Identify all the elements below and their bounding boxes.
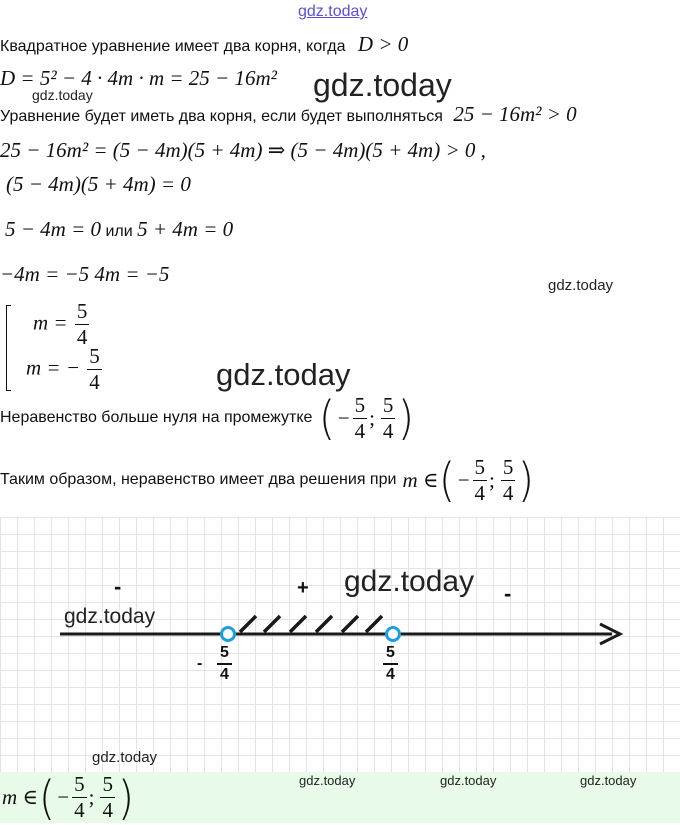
sign-right: - xyxy=(504,581,512,606)
fraction: $\frac{5}{4}$ xyxy=(102,772,113,822)
watermark-graph-small: gdz.today xyxy=(64,605,156,628)
left-open-point xyxy=(222,628,235,641)
line-2-math: D = 5² − 4 · 4m · m = 25 − 16m² xyxy=(0,66,277,90)
line-1-math: D > 0 xyxy=(357,32,409,56)
left-point-label: 5 4 xyxy=(217,645,232,683)
fraction: $\frac{5}{4}$ xyxy=(354,392,366,443)
watermark-bottom-2: gdz.today xyxy=(440,773,497,788)
line-6-left: 5 − 4m = 0 xyxy=(5,217,102,241)
line-5-math: (5 − 4m)(5 + 4m) = 0 xyxy=(6,172,191,196)
line-3-math: 25 − 16m² > 0 xyxy=(453,102,577,126)
line-8-text: Неравенство больше нуля на промежутке xyxy=(0,409,313,426)
line-3-text: Уравнение будет иметь два корня, если будет выполняться xyxy=(0,108,443,125)
right-open-point xyxy=(387,628,400,641)
line-1-text: Квадратное уравнение имеет два корня, когда xyxy=(0,38,346,55)
watermark-line2-small: gdz.today xyxy=(32,87,93,103)
sign-left: - xyxy=(114,574,122,599)
fraction: $\frac{5}{4}$ xyxy=(74,772,85,822)
system-row-1-lhs: m = xyxy=(33,310,68,335)
answer-math: m ∈ ( − $\frac{5}{4}$ ; $\frac{5}{4}$ ) xyxy=(2,770,134,825)
watermark-graph-large: gdz.today xyxy=(344,565,475,598)
fraction: $\frac{5}{4}$ xyxy=(76,299,88,349)
line-6 xyxy=(5,217,233,242)
left-point-sign: - xyxy=(197,655,203,672)
line-9 xyxy=(0,454,535,506)
system-row-1 xyxy=(33,301,91,348)
watermark-top: gdz.today xyxy=(298,3,368,20)
line-9-text: Таким образом, неравенство имеет два решения при xyxy=(0,471,397,488)
number-line-svg xyxy=(0,517,680,772)
system-row-2 xyxy=(26,346,104,393)
line-7-math: −4m = −5 4m = −5 xyxy=(0,262,170,286)
answer-box xyxy=(0,772,680,823)
fraction: $\frac{5}{4}$ xyxy=(89,344,100,394)
interval-2: m ∈ ( − $\frac{5}{4}$ ; $\frac{5}{4}$ ) xyxy=(402,453,535,507)
watermark-bottom-1: gdz.today xyxy=(299,773,356,788)
watermark-below-graph: gdz.today xyxy=(92,749,158,766)
line-1 xyxy=(0,32,408,57)
watermark-right-small: gdz.today xyxy=(548,277,614,294)
fraction: $\frac{5}{4}$ xyxy=(502,454,514,505)
line-4-math: 25 − 16m² = (5 − 4m)(5 + 4m) ⇒ (5 − 4m)(5 + 4m) > 0 , xyxy=(0,138,486,162)
watermark-middle-large: gdz.today xyxy=(216,357,351,392)
watermark-bottom-3: gdz.today xyxy=(580,773,637,788)
line-6-or: или xyxy=(105,223,133,240)
hatching xyxy=(240,616,382,632)
number-line-grid xyxy=(0,517,680,772)
fraction: $\frac{5}{4}$ xyxy=(382,392,394,443)
sign-middle: + xyxy=(297,577,309,599)
watermark-line2-large: gdz.today xyxy=(313,67,452,103)
line-8 xyxy=(0,392,415,444)
system-bracket xyxy=(6,305,7,391)
interval-1: ( − $\frac{5}{4}$ ; $\frac{5}{4}$ ) xyxy=(319,391,415,445)
line-6-right: 5 + 4m = 0 xyxy=(137,217,234,241)
line-3 xyxy=(0,102,577,127)
system-row-2-lhs: m = − xyxy=(26,355,81,380)
fraction: $\frac{5}{4}$ xyxy=(474,454,486,505)
right-point-label: 5 4 xyxy=(383,645,398,683)
